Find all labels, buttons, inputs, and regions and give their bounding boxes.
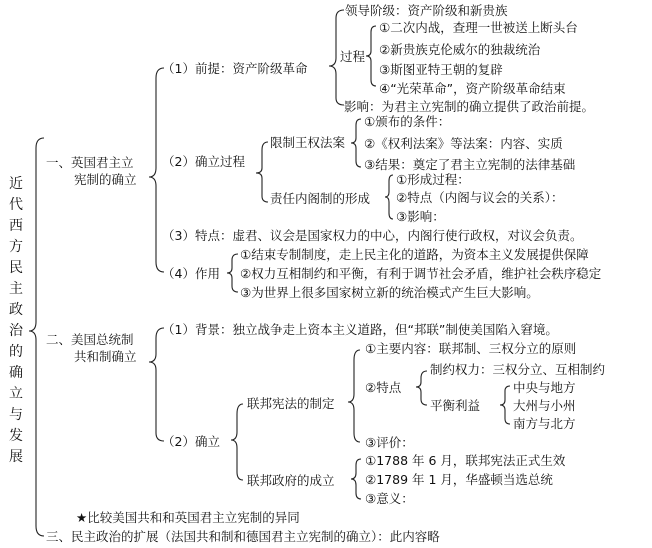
s1-process-item: ④“光荣革命”，资产阶级革命结束 bbox=[379, 81, 566, 96]
s1-role-item: ①结束专制制度，走上民主化的道路，为资本主义发展提供保障 bbox=[240, 247, 589, 262]
s1-process-item: ②新贵族克伦威尔的独裁统治 bbox=[379, 42, 541, 57]
s1-restrict-label: 限制王权法案 bbox=[270, 135, 346, 150]
brace-s1-p4 bbox=[227, 254, 238, 292]
s1-role-label: （4）作用 bbox=[162, 266, 220, 281]
s2-government-label: 联邦政府的成立 bbox=[247, 473, 335, 488]
s2-constitution-content: ①主要内容：联邦制、三权分立的原则 bbox=[365, 341, 577, 356]
s2-title-line2: 共和制确立 bbox=[74, 349, 137, 364]
s1-role-item: ③为世界上很多国家树立新的统治模式产生巨大影响。 bbox=[240, 285, 539, 300]
s1-title-line2: 宪制的确立 bbox=[74, 172, 137, 187]
brace-s1-p2a bbox=[351, 119, 361, 167]
brace-s2-p2 bbox=[231, 404, 243, 480]
s2-title-line1: 二、美国总统制 bbox=[46, 332, 134, 347]
s1-process-item: ③斯图亚特王朝的复辟 bbox=[379, 62, 503, 77]
s1-cabinet-item: ①形成过程： bbox=[396, 172, 470, 187]
brace-s1-p2 bbox=[256, 142, 268, 202]
brace-s1-p2b bbox=[385, 175, 393, 219]
s2-government-item: ①1788 年 6 月，联邦宪法正式生效 bbox=[365, 453, 566, 468]
s1-process-item: ①二次内战，查理一世被送上断头台 bbox=[379, 20, 578, 35]
brace-process bbox=[366, 26, 376, 86]
brace-root bbox=[29, 138, 44, 536]
s1-restrict-item: ①颁布的条件： bbox=[364, 114, 451, 129]
s2-balance-item: 南方与北方 bbox=[513, 416, 576, 431]
s1-impact: 影响：为君主立宪制的确立提供了政治前提。 bbox=[344, 99, 595, 114]
s1-title-line1: 一、英国君主立 bbox=[46, 155, 134, 170]
brace-s2-c2b bbox=[500, 386, 510, 424]
s1-leader: 领导阶级：资产阶级和新贵族 bbox=[345, 3, 508, 18]
s1-restrict-item: ②《权利法案》等法案：内容、实质 bbox=[364, 136, 563, 151]
s2-balance-item: 中央与地方 bbox=[513, 380, 576, 395]
s2-checks: 制约权力：三权分立、互相制约 bbox=[430, 362, 606, 377]
s1-process2-label: （2）确立过程 bbox=[162, 154, 245, 169]
s1-cabinet-item: ②特点（内阁与议会的关系）： bbox=[396, 190, 564, 205]
s1-premise-label: （1）前提：资产阶级革命 bbox=[162, 61, 308, 76]
s2-establish-label: （2）确立 bbox=[162, 434, 220, 449]
s3-title: 三、民主政治的扩展（法国共和制和德国君主立宪制的确立）：此内容略 bbox=[46, 529, 440, 544]
s2-constitution-label: 联邦宪法的制定 bbox=[247, 396, 335, 411]
brace-s2-c bbox=[348, 350, 360, 442]
s1-cabinet-label: 责任内阁制的形成 bbox=[270, 191, 371, 206]
brace-s2-d bbox=[351, 459, 361, 499]
s2-features-label: ②特点 bbox=[365, 380, 402, 395]
s2-evaluation: ③评价： bbox=[365, 435, 414, 450]
s2-balance-item: 大州与小州 bbox=[513, 398, 576, 413]
root-title: 近代西方民主政治的确立与发展 bbox=[9, 176, 23, 465]
s1-features: （3）特点：虚君、议会是国家权力的中心，内阁行使行政权，对议会负责。 bbox=[162, 228, 583, 243]
s1-role-item: ②权力互相制约和平衡，有利于调节社会矛盾，维护社会秩序稳定 bbox=[240, 266, 602, 281]
brace-s2-c2 bbox=[416, 371, 427, 405]
s1-process-label: 过程 bbox=[340, 49, 366, 64]
brace-s2 bbox=[149, 328, 164, 441]
s1-restrict-item: ③结果：奠定了君主立宪制的法律基础 bbox=[364, 157, 576, 172]
s2-government-item: ②1789 年 1 月，华盛顿当选总统 bbox=[365, 472, 553, 487]
s2-background: （1）背景：独立战争走上资本主义道路，但“邦联”制使美国陷入窘境。 bbox=[162, 322, 558, 337]
compare-note: ★比较美国共和和英国君主立宪制的异同 bbox=[76, 510, 300, 525]
s1-cabinet-item: ③影响： bbox=[396, 209, 445, 224]
s2-balance-label: 平衡利益 bbox=[430, 398, 481, 413]
s2-government-item: ③意义： bbox=[365, 491, 414, 506]
